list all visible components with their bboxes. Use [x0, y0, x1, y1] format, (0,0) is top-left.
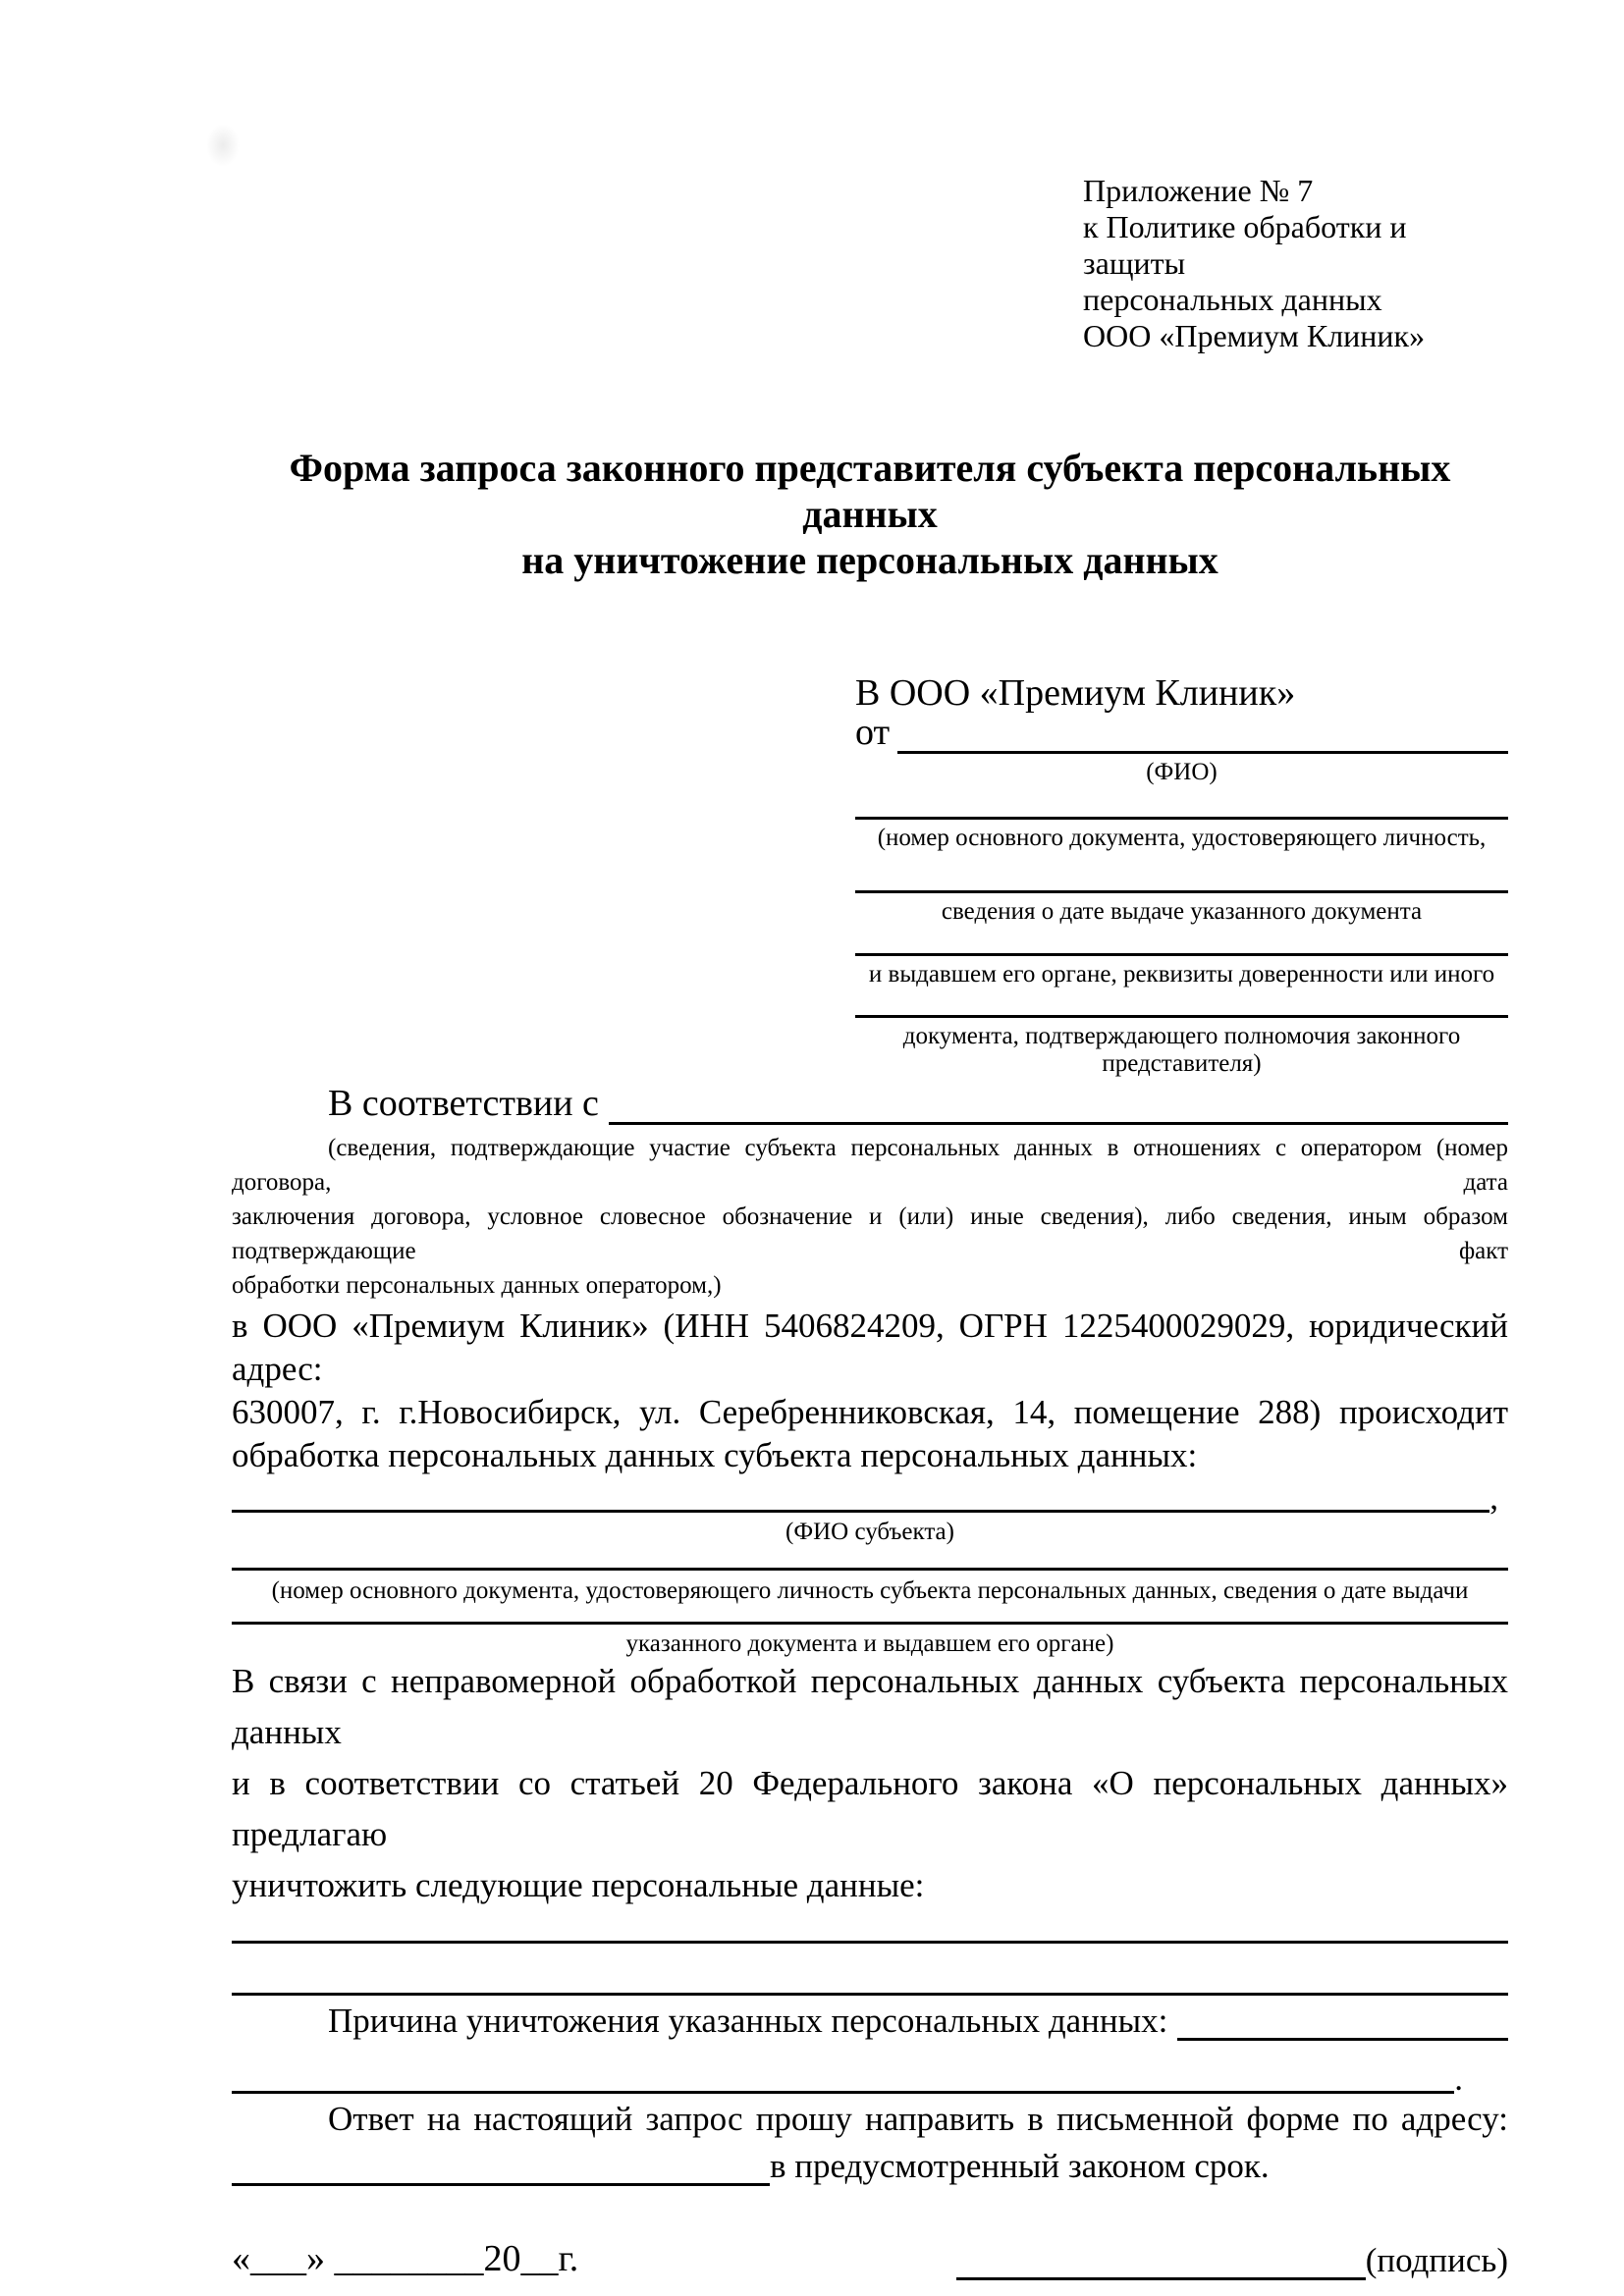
appendix-note [1083, 173, 1508, 354]
demand-line: В связи с неправомерной обработкой персональных данных субъекта персональных данных [232, 1662, 1508, 1751]
doc-caption: (номер основного документа, удостоверяющего личность, [877, 825, 1487, 851]
operator-info-line: в ООО «Премиум Клиник» (ИНН 5406824209, ОГРН 1225400029029, юридический адрес: [232, 1307, 1508, 1388]
reply-request-line: Ответ на настоящий запрос прошу направить в письменной форме по адресу: [328, 2100, 1508, 2138]
reply-tail-text: в предусмотренный законом срок. [770, 2147, 1270, 2185]
accordance-blank-field [609, 1122, 1508, 1125]
reason-row [232, 2002, 1508, 2041]
accordance-row [232, 1084, 1508, 1125]
doc-caption: и выдавшем его органе, реквизиты доверенности или иного [868, 961, 1495, 988]
demand-line: уничтожить следующие персональные данные: [232, 1866, 925, 1904]
from-field-row [855, 712, 1508, 754]
appendix-note-line: к Политике обработки и защиты [1083, 209, 1407, 281]
document-title [232, 445, 1508, 583]
trailing-period: . [1454, 2059, 1463, 2098]
appendix-note-line: персональных данных [1083, 282, 1382, 317]
reply-address-row [232, 2145, 1508, 2186]
operator-info-paragraph [232, 1305, 1508, 1477]
subject-doc-caption: (номер основного документа, удостоверяющего личность субъекта персональных данных, сведения о дате выдачи [271, 1577, 1469, 1604]
date-signature-row [232, 2237, 1508, 2280]
document-title-line: Форма запроса законного представителя субъекта персональных данных [289, 446, 1451, 536]
representative-fio-blank-field [897, 751, 1508, 754]
subject-fio-row [232, 1478, 1508, 1517]
fio-caption: (ФИО) [1146, 759, 1218, 785]
demand-paragraph [232, 1656, 1508, 1911]
reason-label: Причина уничтожения указанных персональных данных: [328, 2002, 1168, 2040]
signature-block [956, 2241, 1508, 2280]
representative-doc-blank-field [855, 1015, 1508, 1077]
accordance-note [232, 1131, 1508, 1303]
addressee-block [855, 669, 1508, 1077]
data-to-destroy-blank-field [232, 1941, 1508, 1944]
trailing-comma: , [1489, 1478, 1498, 1517]
doc-caption: сведения о дате выдаче указанного документа [941, 898, 1423, 925]
representative-doc-blank-field [855, 817, 1508, 890]
from-label: от [855, 712, 891, 753]
operator-info-line: 630007, г. г.Новосибирск, ул. Серебренниковская, 14, помещение 288) происходит [232, 1393, 1508, 1431]
subject-doc-caption: указанного документа и выдавшем его органе) [625, 1630, 1114, 1657]
data-to-destroy-blank-field [232, 1993, 1508, 1996]
accordance-note-line: заключения договора, условное словесное обозначение и (или) иные сведения), либо сведения, иным образом подтверждающие факт [232, 1203, 1508, 1264]
demand-line: и в соответствии со статьей 20 Федерального закона «О персональных данных» предлагаю [232, 1764, 1508, 1853]
document-title-line: на уничтожение персональных данных [521, 538, 1218, 582]
doc-caption: документа, подтверждающего полномочия законного представителя) [902, 1023, 1461, 1077]
appendix-note-line: Приложение № 7 [1083, 173, 1314, 208]
accordance-note-line: (сведения, подтверждающие участие субъекта персональных данных в отношениях с оператором (номер договора, дата [232, 1135, 1508, 1196]
signature-caption: (подпись) [1365, 2241, 1508, 2279]
addressee-organization: В ООО «Премиум Клиник» [855, 672, 1296, 714]
representative-doc-blank-field [855, 953, 1508, 1015]
operator-info-line: обработка персональных данных субъекта персональных данных: [232, 1436, 1198, 1474]
accordance-label: В соответствии с [328, 1083, 599, 1124]
subject-fio-caption: (ФИО субъекта) [785, 1519, 954, 1545]
date-blank-line: «___» ________20__г. [232, 2238, 579, 2279]
scan-artifact [206, 124, 240, 167]
signature-blank-field [956, 2277, 1366, 2280]
reason-continuation-row [232, 2055, 1508, 2098]
representative-doc-blank-field [855, 890, 1508, 953]
reason-blank-field [1177, 2038, 1508, 2041]
subject-fio-blank-field [232, 1510, 1489, 1513]
accordance-note-line: обработки персональных данных оператором,) [232, 1272, 722, 1299]
reply-address-blank-field [232, 2183, 770, 2186]
appendix-note-line: ООО «Премиум Клиник» [1083, 318, 1426, 353]
